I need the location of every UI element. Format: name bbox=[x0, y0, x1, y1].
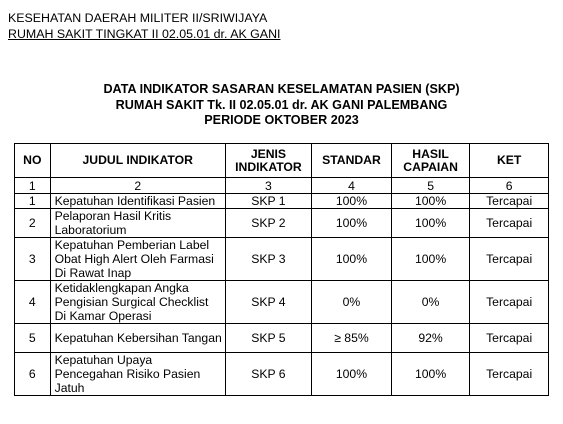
standard-value: 100% bbox=[312, 353, 392, 396]
title-line-3: PERIODE OKTOBER 2023 bbox=[204, 113, 359, 127]
remark: Tercapai bbox=[470, 209, 549, 238]
column-number: 2 bbox=[50, 178, 225, 194]
table-row bbox=[15, 209, 549, 238]
column-number: 1 bbox=[15, 178, 51, 194]
remark: Tercapai bbox=[470, 238, 549, 281]
letterhead-line-2: RUMAH SAKIT TINGKAT II 02.05.01 dr. AK GANI bbox=[8, 27, 281, 41]
row-number: 2 bbox=[15, 209, 51, 238]
indicator-title: Kepatuhan Kebersihan Tangan bbox=[50, 324, 225, 353]
indicator-type: SKP 4 bbox=[225, 281, 311, 324]
indicator-title: Kepatuhan Pemberian Label Obat High Alert Oleh Farmasi Di Rawat Inap bbox=[50, 238, 225, 281]
standard-value: 100% bbox=[312, 238, 392, 281]
indicator-type: SKP 2 bbox=[225, 209, 311, 238]
row-number: 5 bbox=[15, 324, 51, 353]
table-row bbox=[15, 281, 549, 324]
result-value: 100% bbox=[391, 194, 469, 209]
table-row bbox=[15, 238, 549, 281]
standard-value: 100% bbox=[312, 194, 392, 209]
row-number: 3 bbox=[15, 238, 51, 281]
column-number: 4 bbox=[312, 178, 392, 194]
result-value: 100% bbox=[391, 353, 469, 396]
title-line-2: RUMAH SAKIT Tk. II 02.05.01 dr. AK GANI PALEMBANG bbox=[115, 97, 448, 112]
indicator-type: SKP 5 bbox=[225, 324, 311, 353]
table-row bbox=[15, 324, 549, 353]
result-value: 92% bbox=[391, 324, 469, 353]
row-number: 1 bbox=[15, 194, 51, 209]
col-header-judul: JUDUL INDIKATOR bbox=[50, 144, 225, 178]
table-header-row bbox=[15, 144, 549, 178]
remark: Tercapai bbox=[470, 281, 549, 324]
document-title bbox=[0, 82, 563, 129]
remark: Tercapai bbox=[470, 324, 549, 353]
column-number-row bbox=[15, 178, 549, 194]
column-number: 3 bbox=[225, 178, 311, 194]
letterhead bbox=[8, 10, 280, 42]
row-number: 6 bbox=[15, 353, 51, 396]
indicator-title: Kepatuhan Identifikasi Pasien bbox=[50, 194, 225, 209]
table-row bbox=[15, 194, 549, 209]
standard-value: 100% bbox=[312, 209, 392, 238]
col-header-jenis: JENIS INDIKATOR bbox=[225, 144, 311, 178]
result-value: 100% bbox=[391, 238, 469, 281]
column-number: 5 bbox=[391, 178, 469, 194]
indicator-title: Pelaporan Hasil Kritis Laboratorium bbox=[50, 209, 225, 238]
col-header-ket: KET bbox=[470, 144, 549, 178]
col-header-no: NO bbox=[15, 144, 51, 178]
indicator-table bbox=[14, 143, 549, 396]
indicator-type: SKP 3 bbox=[225, 238, 311, 281]
column-number: 6 bbox=[470, 178, 549, 194]
indicator-type: SKP 6 bbox=[225, 353, 311, 396]
title-line-1: DATA INDIKATOR SASARAN KESELAMATAN PASIEN (SKP) bbox=[103, 82, 460, 96]
result-value: 0% bbox=[391, 281, 469, 324]
standard-value: ≥ 85% bbox=[312, 324, 392, 353]
col-header-standar: STANDAR bbox=[312, 144, 392, 178]
remark: Tercapai bbox=[470, 194, 549, 209]
indicator-title: Kepatuhan Upaya Pencegahan Risiko Pasien Jatuh bbox=[50, 353, 225, 396]
indicator-type: SKP 1 bbox=[225, 194, 311, 209]
table-row bbox=[15, 353, 549, 396]
row-number: 4 bbox=[15, 281, 51, 324]
result-value: 100% bbox=[391, 209, 469, 238]
letterhead-line-1: KESEHATAN DAERAH MILITER II/SRIWIJAYA bbox=[8, 11, 268, 25]
col-header-hasil: HASIL CAPAIAN bbox=[391, 144, 469, 178]
remark: Tercapai bbox=[470, 353, 549, 396]
indicator-title: Ketidaklengkapan Angka Pengisian Surgical Checklist Di Kamar Operasi bbox=[50, 281, 225, 324]
standard-value: 0% bbox=[312, 281, 392, 324]
